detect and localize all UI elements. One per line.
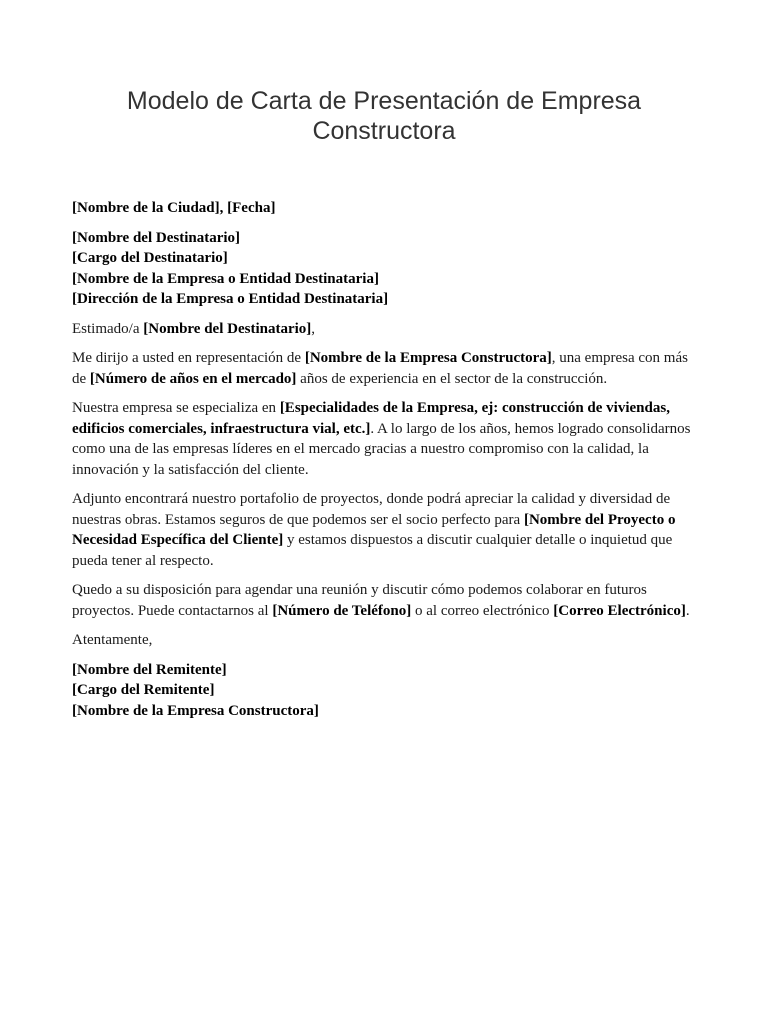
date-placeholder: [Nombre de la Ciudad], [Fecha] [72, 200, 276, 216]
sender-block [72, 660, 702, 722]
greeting-prefix: Estimado/a [72, 320, 144, 337]
recipient-block [72, 228, 702, 310]
p4-text-1: Quedo a su disposición para agendar una reunión y discutir cómo podemos colaborar en futuros proyectos. Puede contactarnos al [72, 582, 647, 619]
paragraph-portfolio [72, 489, 702, 571]
recipient-name: [Nombre del Destinatario] [72, 229, 241, 246]
p2-specialties-placeholder: [Especialidades de la Empresa, ej: construcción de viviendas, edificios comerciales, infraestructura vial, etc.] [72, 400, 670, 437]
p1-text-1: Me dirijo a usted en representación de [72, 350, 305, 366]
p4-text-2: o al correo electrónico [411, 602, 554, 619]
p1-text-2: , una empresa con más de [72, 350, 688, 387]
p3-text-2: y estamos dispuestos a discutir cualquier detalle o inquietud que pueda tener al respecto. [72, 532, 673, 569]
p3-text-1: Adjunto encontrará nuestro portafolio de proyectos, donde podrá apreciar la calidad y diversidad de nuestras obras. Estamos seguros de que podemos ser el socio perfecto para [72, 491, 671, 528]
sender-position: [Cargo del Remitente] [72, 682, 215, 698]
recipient-position: [Cargo del Destinatario] [72, 250, 228, 266]
p2-text-2: . A lo largo de los años, hemos logrado consolidarnos como una de las empresas líderes en el mercado gracias a nuestro compromiso con la calidad, la innovación y la satisfacción del cliente. [72, 420, 691, 478]
paragraph-specialties [72, 398, 702, 480]
p1-years-placeholder: [Número de años en el mercado] [89, 370, 297, 387]
closing: Atentamente, [72, 632, 153, 648]
recipient-address: [Dirección de la Empresa o Entidad Destinataria] [72, 291, 389, 307]
paragraph-introduction [72, 348, 702, 389]
greeting [72, 319, 702, 340]
date-line [72, 198, 702, 219]
sender-company: [Nombre de la Empresa Constructora] [72, 702, 319, 719]
greeting-name: [Nombre del Destinatario] [143, 320, 312, 337]
greeting-suffix: , [311, 320, 316, 337]
recipient-company: [Nombre de la Empresa o Entidad Destinataria] [72, 270, 379, 287]
p2-text-1: Nuestra empresa se especializa en [72, 400, 280, 416]
p4-phone-placeholder: [Número de Teléfono] [272, 602, 412, 619]
paragraph-contact [72, 580, 702, 621]
document-title: Modelo de Carta de Presentación de Empresa Constructora [126, 87, 642, 145]
p4-text-3: . [685, 602, 690, 619]
p1-company-placeholder: [Nombre de la Empresa Constructora] [304, 350, 552, 366]
sender-name: [Nombre del Remitente] [72, 661, 227, 678]
p1-text-3: años de experiencia en el sector de la construcción. [296, 370, 608, 387]
letter-body [72, 198, 702, 730]
p4-email-placeholder: [Correo Electrónico] [553, 602, 686, 619]
p3-project-placeholder: [Nombre del Proyecto o Necesidad Específica del Cliente] [72, 511, 676, 548]
